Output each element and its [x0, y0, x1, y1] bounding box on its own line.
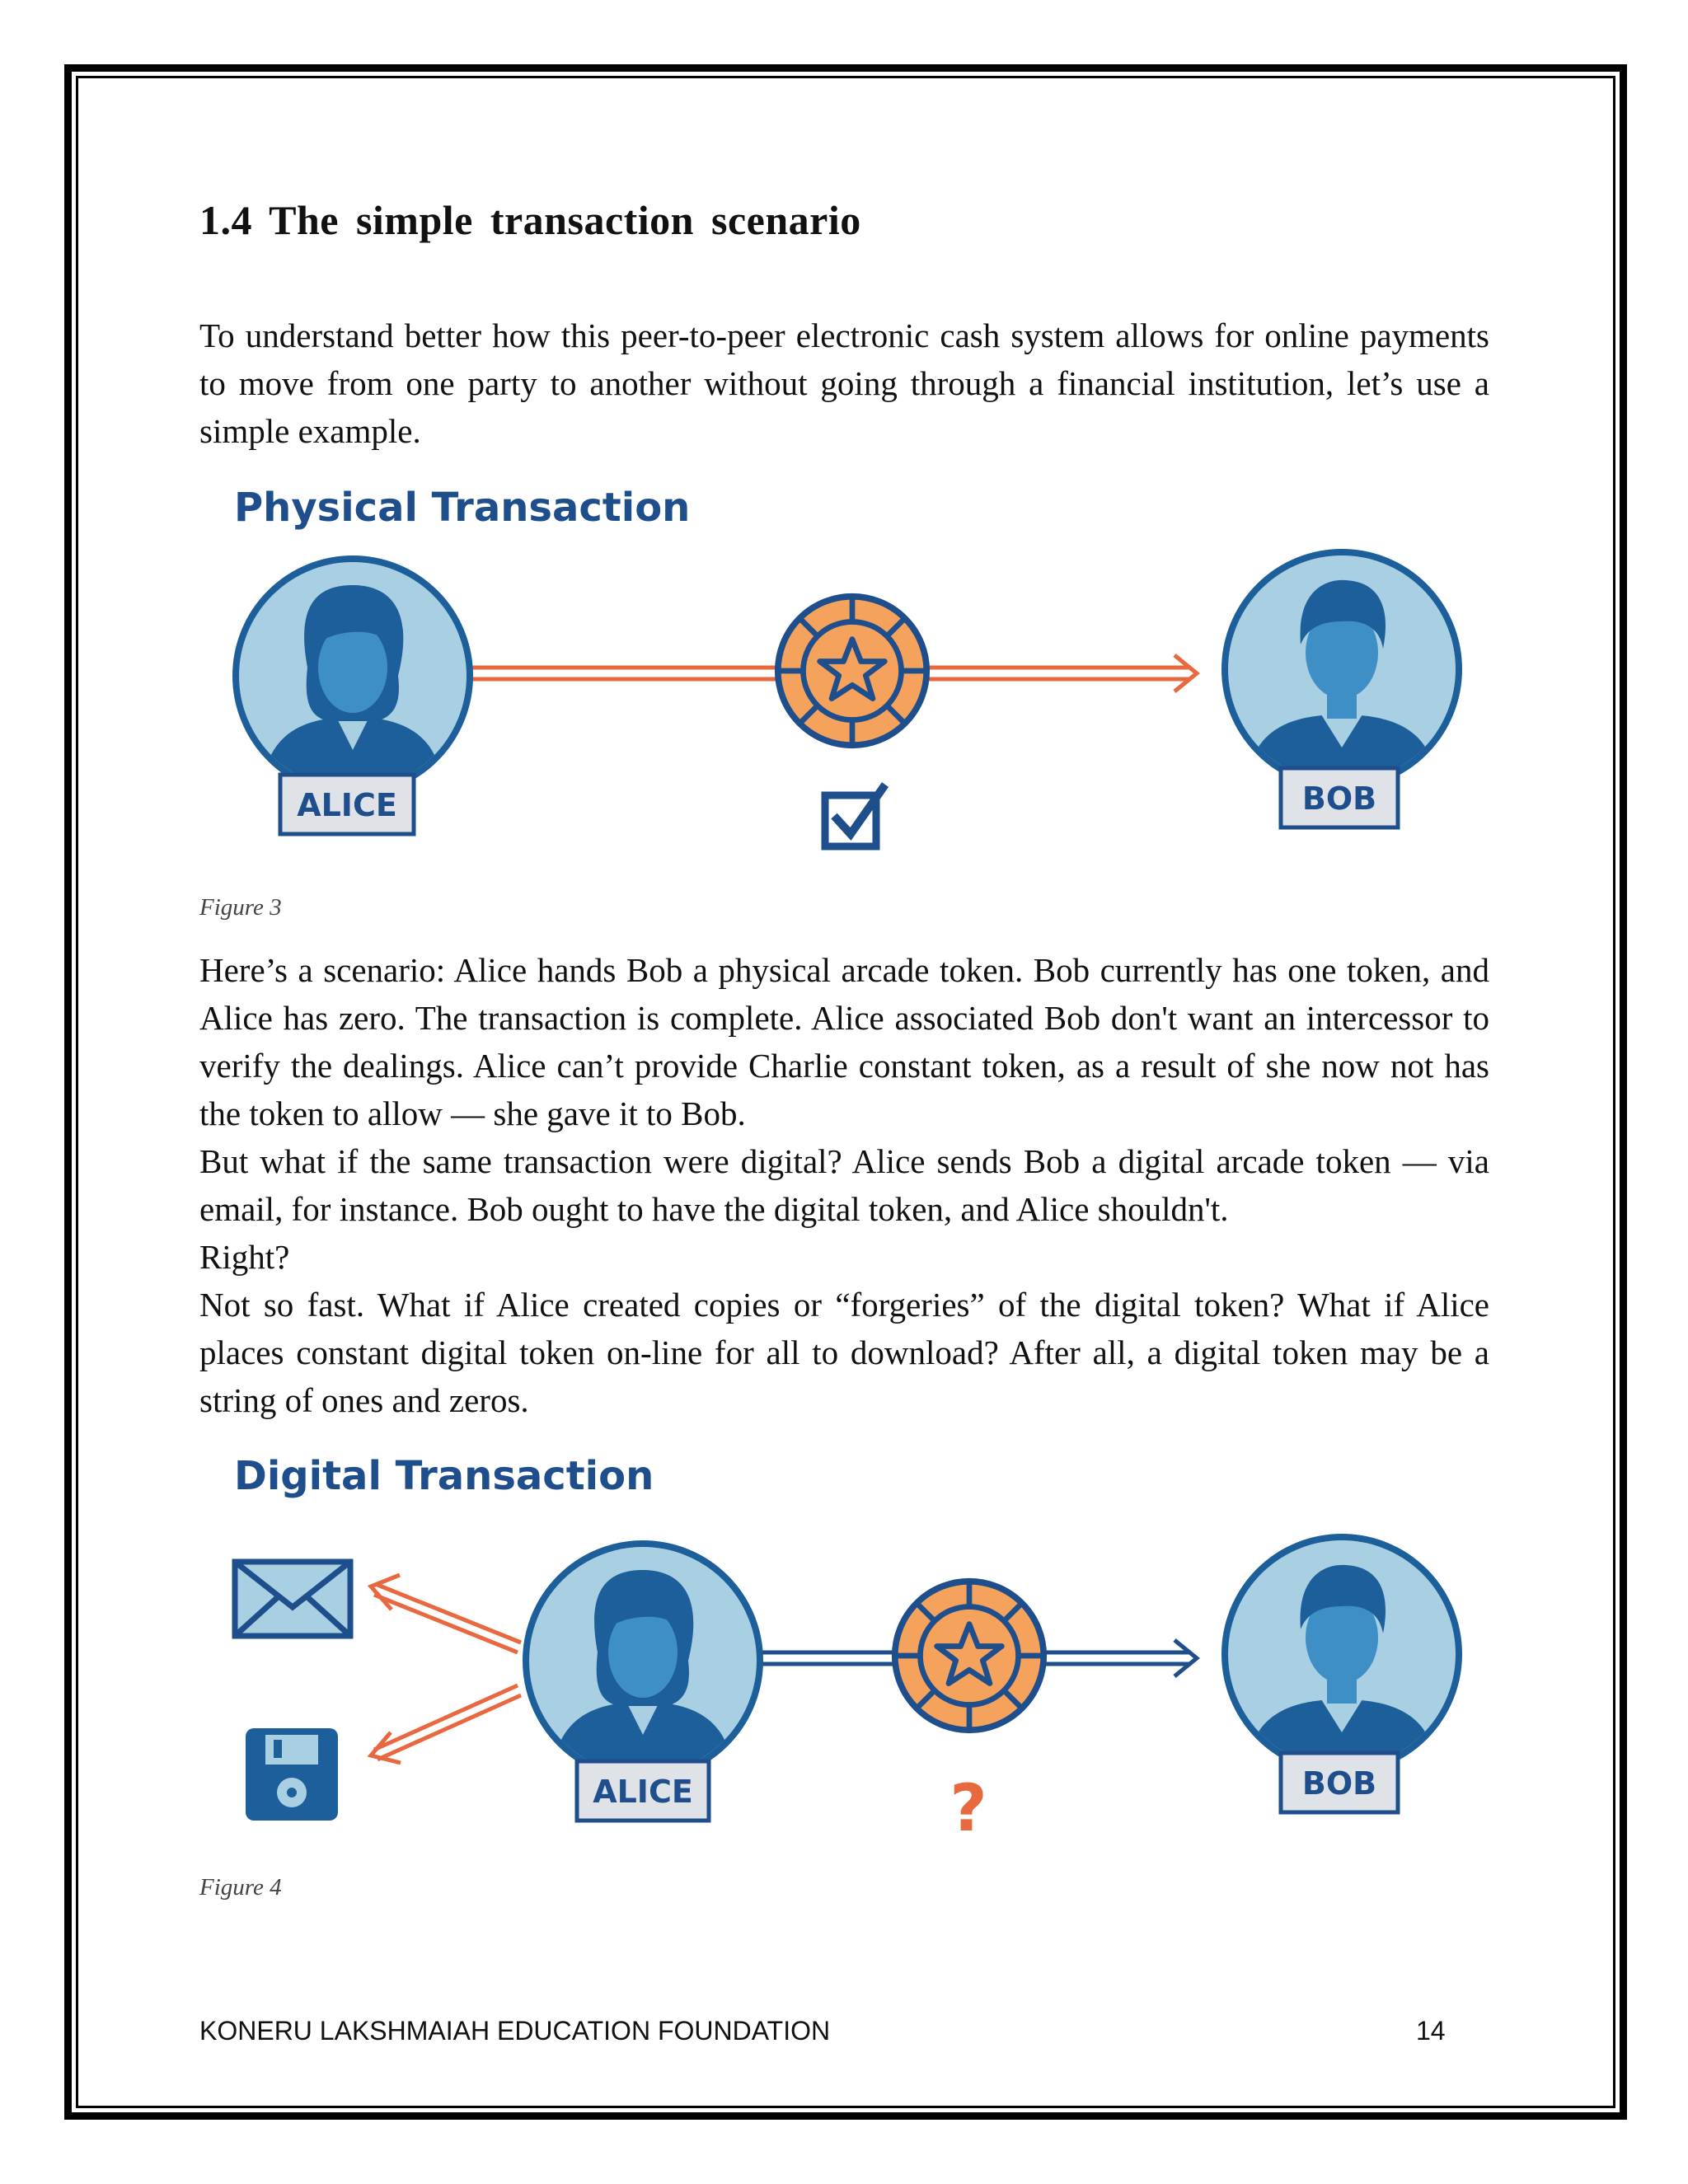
figure3-caption: Figure 3	[199, 894, 282, 921]
alice-avatar	[236, 559, 470, 799]
figure4-title: Digital Transaction	[234, 1453, 654, 1499]
body-paragraph-3: Right?	[199, 1238, 290, 1276]
page-number: 14	[1416, 2016, 1446, 2046]
body-paragraph-2: But what if the same transaction were digital? Alice sends Bob a digital arcade token — via email, for instance. Bob ought to have the digital token, and Alice shouldn't.	[199, 1142, 1489, 1228]
section-heading: 1.4 The simple transaction scenario	[199, 197, 861, 243]
alice-avatar	[526, 1544, 760, 1784]
copy-arrows	[371, 1575, 521, 1763]
footer-organization: KONERU LAKSHMAIAH EDUCATION FOUNDATION	[199, 2016, 831, 2046]
checkbox-icon	[825, 785, 885, 846]
figure3-title: Physical Transaction	[234, 485, 691, 531]
bob-avatar	[1225, 552, 1459, 793]
figure4-caption: Figure 4	[199, 1874, 282, 1900]
question-mark: ?	[950, 1772, 987, 1842]
alice-label: ALICE	[593, 1774, 693, 1810]
intro-text: To understand better how this peer-to-peer electronic cash system allows for online payments to move from one party to another without going through a financial institution, let’s use a simple example.	[199, 316, 1489, 450]
bob-label: BOB	[1301, 1765, 1377, 1802]
digital-transaction-figure	[214, 1438, 1500, 1842]
bob-avatar	[1225, 1537, 1459, 1778]
body-paragraph-1: Here’s a scenario: Alice hands Bob a physical arcade token. Bob currently has one token, and Alice has zero. The transaction is complete. Alice associated Bob don't want an intercessor to verify the dealings. Alice can’t provide Charlie constant token, as a result of she now not has the token to allow — she gave it to Bob.	[199, 951, 1489, 1132]
physical-transaction-figure	[214, 470, 1500, 865]
intro-paragraph	[199, 312, 1489, 455]
star-token-icon	[778, 597, 926, 745]
alice-label: ALICE	[297, 787, 397, 823]
body-paragraph-4: Not so fast. What if Alice created copies or “forgeries” of the digital token? What if Alice places constant digital token on-line for all to download? After all, a digital token may be a string of ones and zeros.	[199, 1286, 1489, 1419]
floppy-disk-icon	[246, 1728, 338, 1821]
star-token-icon	[895, 1582, 1043, 1730]
bob-label: BOB	[1301, 780, 1377, 817]
body-paragraphs	[199, 946, 1489, 1424]
envelope-icon	[235, 1562, 350, 1636]
